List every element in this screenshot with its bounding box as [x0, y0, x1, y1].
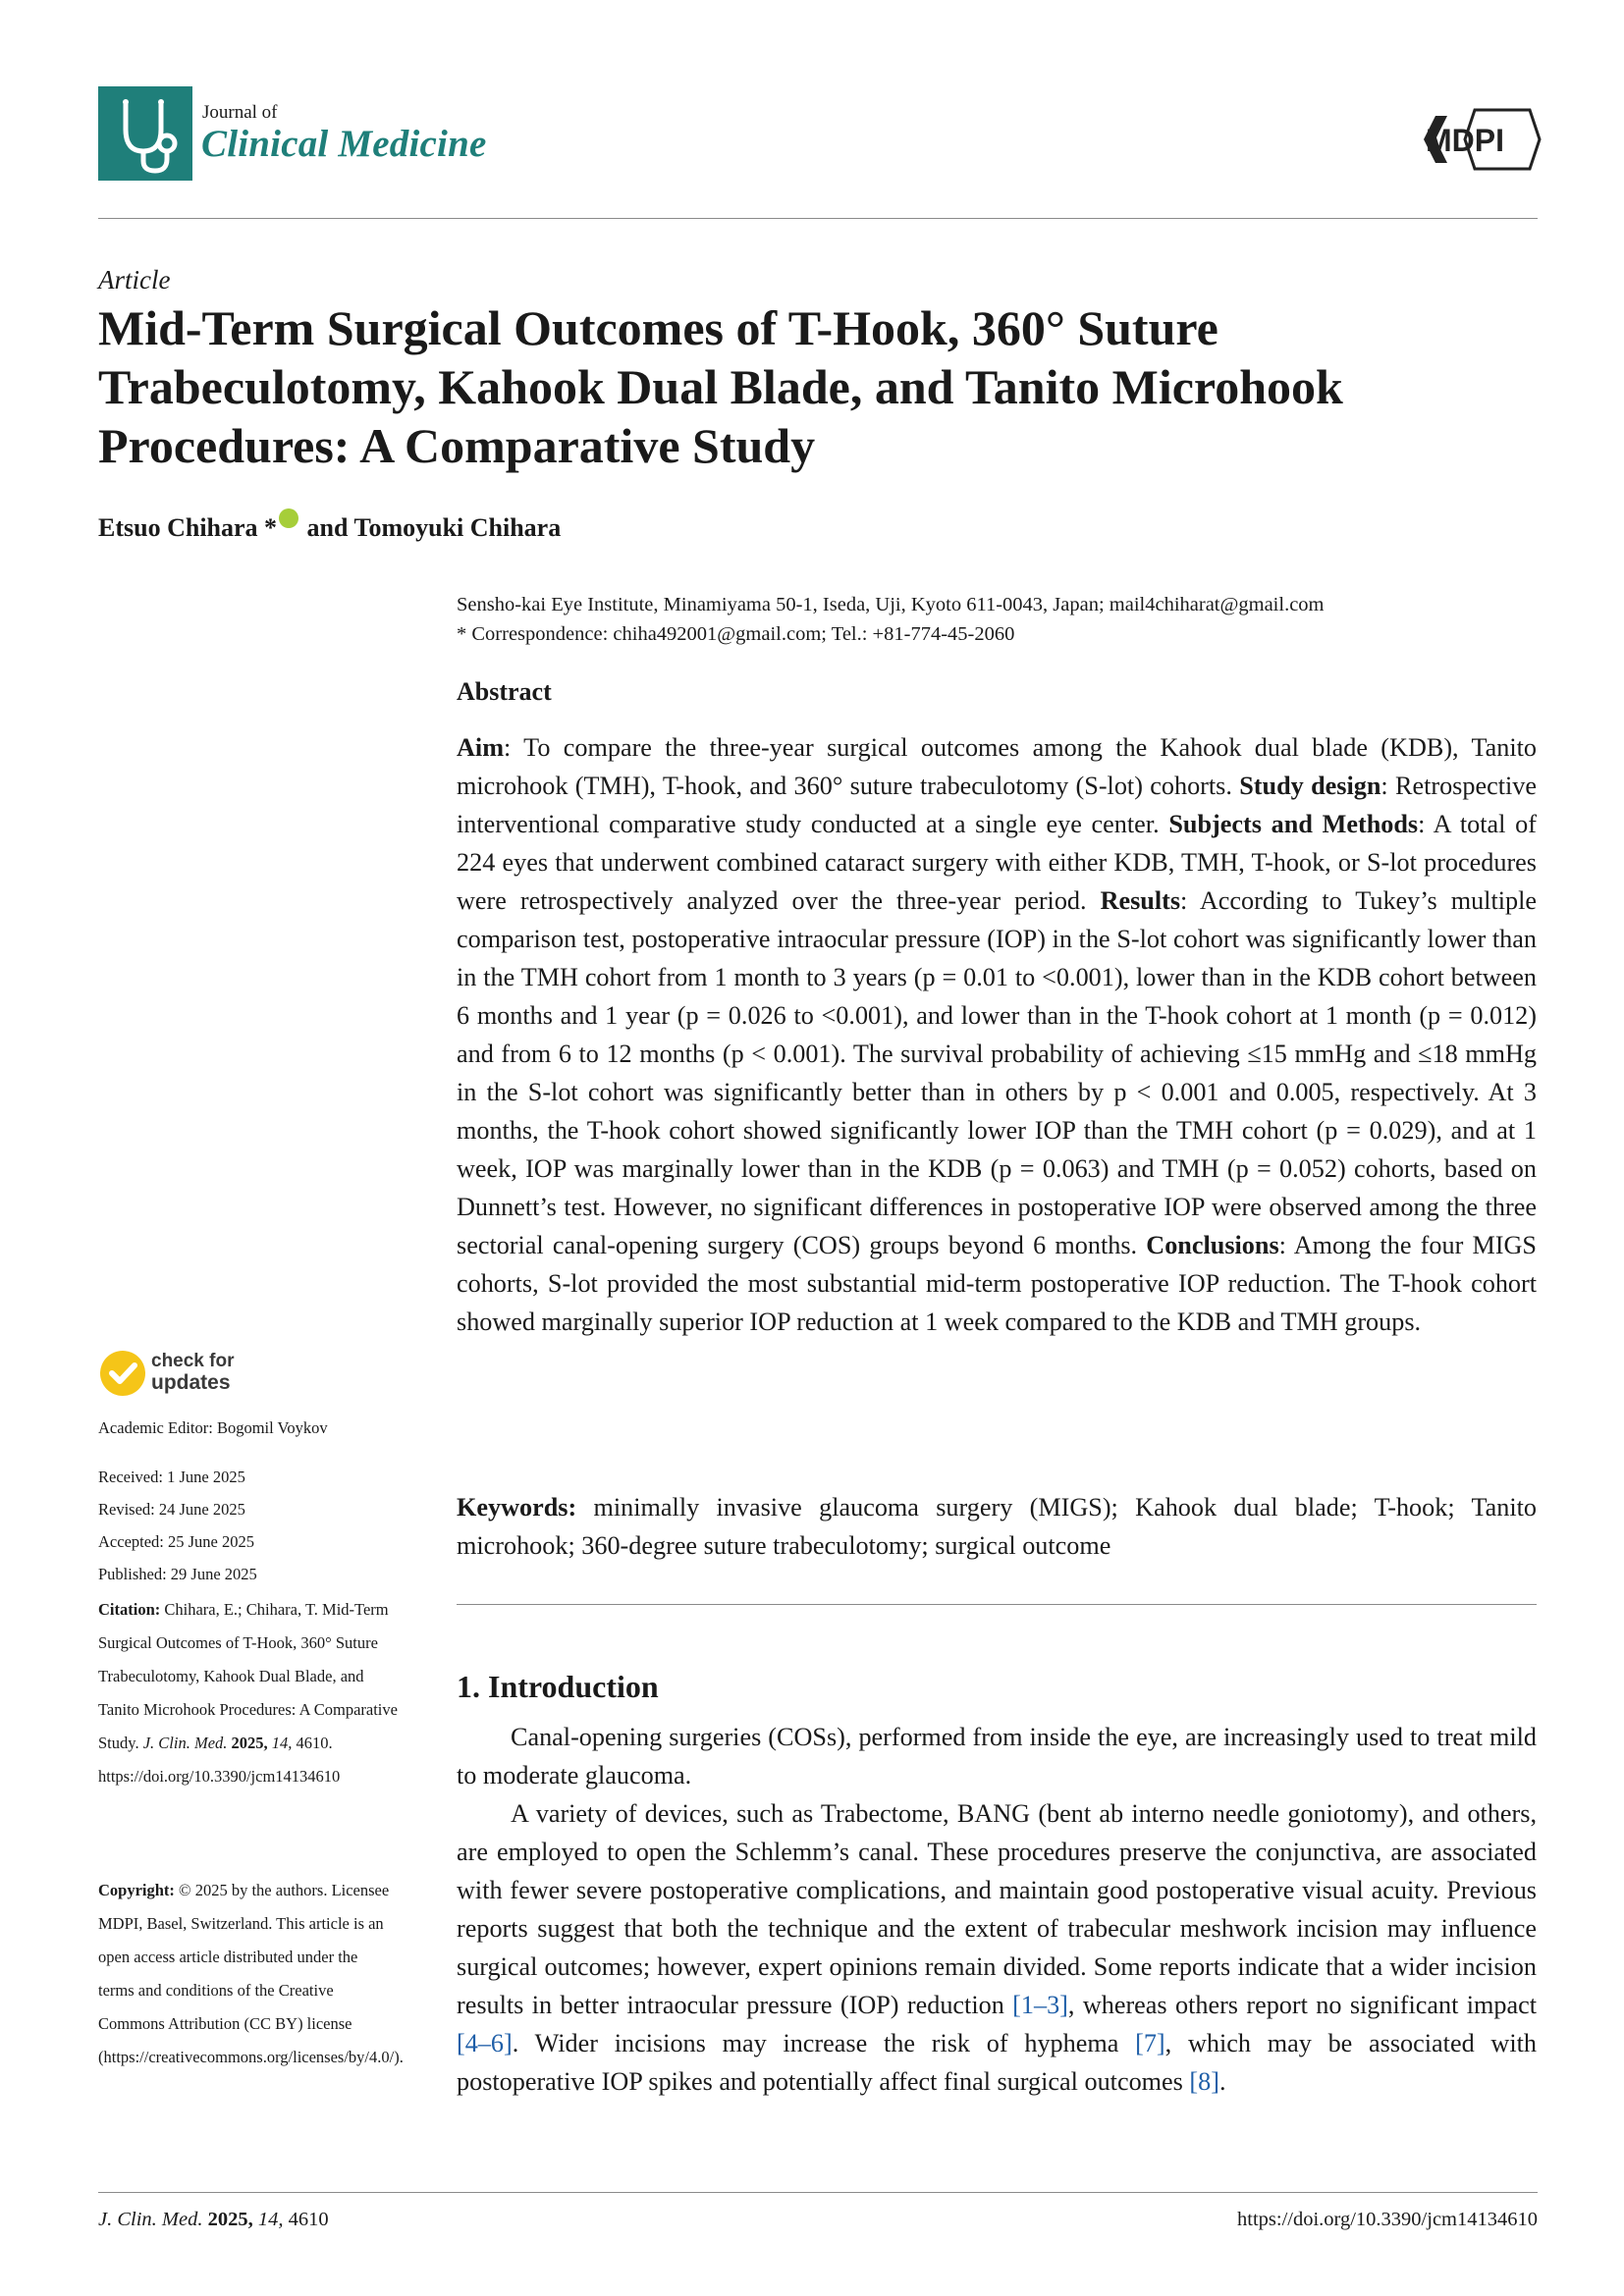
results-text: : According to Tukey’s multiple comparison test, postoperative intraocular pressure (IOP) in the S-lot cohort was significantly lower than in the TMH cohort from 1 month to 3 years (p = 0.01 to <0.001), lower than in the KDB cohort between 6 months and 1 year (p = 0.026 to <0.001), and lower than in the T-hook cohort at 1 month (p = 0.012) and from 6 to 12 months (p < 0.001). The survival probability of achieving ≤15 mmHg and ≤18 mmHg in the S-lot cohort was significantly better than in others by p < 0.001 and 0.005, respectively. At 3 months, the T-hook cohort showed significantly lower IOP than the TMH cohort (p = 0.029), and at 1 week, IOP was marginally lower than in the KDB (p = 0.063) and TMH (p = 0.052) cohorts, based on Dunnett’s test. However, no significant differences in postoperative IOP were observed among the three sectorial canal-opening surgery (COS) groups beyond 6 months. — [457, 886, 1537, 1259]
introduction-heading: 1. Introduction — [457, 1669, 659, 1704]
intro-p2-text-a: A variety of devices, such as Trabectome, BANG (bent ab interno needle goniotomy), and others, are employed to open the Schlemm’s canal. These procedures preserve the conjunctiva, are associated with fewer severe postoperative complications, and maintain good postoperative visual acuity. Previous reports suggest that both the technique and the extent of trabecular meshwork incision may influence surgical outcomes; however, expert opinions remain divided. Some reports indicate that a wider incision results in better intraocular pressure (IOP) reduction — [457, 1799, 1537, 2019]
reference-link[interactable]: [7] — [1135, 2029, 1165, 2057]
keywords-label: Keywords: — [457, 1493, 577, 1522]
published-date: Published: 29 June 2025 — [98, 1565, 257, 1583]
copyright-block — [98, 1874, 404, 2074]
reference-link[interactable]: [1–3] — [1012, 1991, 1068, 2019]
intro-paragraph-1: Canal-opening surgeries (COSs), performed from inside the eye, are increasingly used to treat mild to moderate glaucoma. — [457, 1723, 1537, 1789]
header-divider — [98, 218, 1538, 219]
received-date: Received: 1 June 2025 — [98, 1468, 245, 1486]
citation-label: Citation: — [98, 1600, 161, 1619]
citation-doi: 4610. https://doi.org/10.3390/jcm14134610 — [98, 1734, 341, 1786]
affiliation-block — [457, 590, 1537, 649]
keywords-text: minimally invasive glaucoma surgery (MIGS); Kahook dual blade; T-hook; Tanito microhook; 360-degree suture trabeculotomy; surgical outcome — [457, 1493, 1537, 1560]
citation-block — [98, 1593, 407, 1793]
dates-block — [98, 1461, 412, 1590]
revised-date: Revised: 24 June 2025 — [98, 1500, 245, 1519]
intro-p2-text-d: , which may be associated with postoperative IOP spikes and potentially affect final surgical outcomes — [457, 2029, 1537, 2096]
conclusions-label: Conclusions — [1146, 1231, 1279, 1259]
methods-text: : A total of 224 eyes that underwent combined cataract surgery with either KDB, TMH, T-hook, or S-lot procedures were retrospectively analyzed over the three-year period. — [457, 810, 1537, 915]
methods-label: Subjects and Methods — [1168, 810, 1419, 838]
accepted-date: Accepted: 25 June 2025 — [98, 1532, 254, 1551]
journal-name-prefix: Journal of — [202, 102, 278, 123]
footer-year: 2025, — [202, 2209, 253, 2230]
copyright-label: Copyright: — [98, 1881, 175, 1899]
citation-journal: J. Clin. Med. — [142, 1734, 228, 1752]
check-updates-badge[interactable] — [98, 1349, 147, 1403]
aim-label: Aim — [457, 733, 505, 762]
author-1[interactable]: Etsuo Chihara * — [98, 513, 278, 542]
reference-link[interactable]: [4–6] — [457, 2029, 513, 2057]
keywords — [457, 1488, 1537, 1565]
author-list — [98, 508, 561, 543]
stethoscope-icon — [98, 86, 192, 181]
copyright-text: © 2025 by the authors. Licensee MDPI, Basel, Switzerland. This article is an open access article distributed under the terms and conditions of the Creative Commons Attribution (CC BY) license (https://creativecommons.org/licenses/by/4.0/). — [98, 1881, 404, 2066]
intro-paragraph-2 — [457, 1794, 1537, 2101]
author-connector: and — [300, 513, 354, 542]
design-text: : Retrospective interventional comparative study conducted at a single eye center. — [457, 772, 1537, 838]
orcid-icon[interactable] — [279, 508, 298, 528]
correspondence: * Correspondence: chiha492001@gmail.com; Tel.: +81-774-45-2060 — [457, 623, 1015, 645]
footer-volume: 14, — [252, 2209, 284, 2230]
intro-p2-text-e: . — [1218, 2067, 1226, 2096]
footer-article-number: 4610 — [283, 2209, 329, 2230]
check-icon — [98, 1349, 147, 1398]
check-updates-line2: updates — [151, 1371, 231, 1394]
design-label: Study design — [1239, 772, 1381, 800]
footer-doi[interactable]: https://doi.org/10.3390/jcm14134610 — [1237, 2209, 1538, 2230]
reference-link[interactable]: [8] — [1189, 2067, 1219, 2096]
check-updates-label[interactable] — [151, 1351, 234, 1394]
footer-citation — [98, 2209, 329, 2231]
results-label: Results — [1100, 886, 1181, 915]
publisher-name: MDPI — [1426, 123, 1504, 158]
affiliation: Sensho-kai Eye Institute, Minamiyama 50-1, Iseda, Uji, Kyoto 611-0043, Japan; mail4chiharat@gmail.com — [457, 594, 1325, 615]
citation-volume: 14, — [267, 1734, 293, 1752]
section-divider — [457, 1604, 1537, 1605]
citation-text: Chihara, E.; Chihara, T. Mid-Term Surgical Outcomes of T-Hook, 360° Suture Trabeculotomy, Kahook Dual Blade, and Tanito Microhook Procedures: A Comparative Study. — [98, 1600, 398, 1752]
journal-name: Clinical Medicine — [201, 123, 487, 165]
footer-divider — [98, 2192, 1538, 2193]
academic-editor: Academic Editor: Bogomil Voykov — [98, 1418, 328, 1437]
publisher-logo — [1414, 108, 1542, 176]
aim-text: : To compare the three-year surgical outcomes among the Kahook dual blade (KDB), Tanito microhook (TMH), T-hook, and 360° suture trabeculotomy (S-lot) cohorts. — [457, 733, 1537, 800]
abstract-text — [457, 728, 1537, 1341]
article-title: Mid-Term Surgical Outcomes of T-Hook, 360° Suture Trabeculotomy, Kahook Dual Blade, and Tanito Microhook Procedures: A Comparative Study — [98, 300, 1343, 473]
abstract-heading: Abstract — [457, 677, 552, 706]
article-type: Article — [98, 265, 171, 294]
intro-p2-text-b: , whereas others report no significant impact — [1067, 1991, 1537, 2019]
conclusions-text: : Among the four MIGS cohorts, S-lot provided the most substantial mid-term postoperative IOP reduction. The T-hook cohort showed marginally superior IOP reduction at 1 week compared to the KDB and TMH groups. — [457, 1231, 1537, 1336]
author-2[interactable]: Tomoyuki Chihara — [353, 513, 562, 542]
check-updates-line1: check for — [151, 1351, 235, 1371]
introduction-body — [457, 1718, 1537, 2101]
citation-year: 2025, — [227, 1734, 268, 1752]
journal-logo — [98, 86, 192, 181]
footer-journal: J. Clin. Med. — [98, 2209, 203, 2230]
intro-p2-text-c: . Wider incisions may increase the risk of hyphema — [512, 2029, 1136, 2057]
